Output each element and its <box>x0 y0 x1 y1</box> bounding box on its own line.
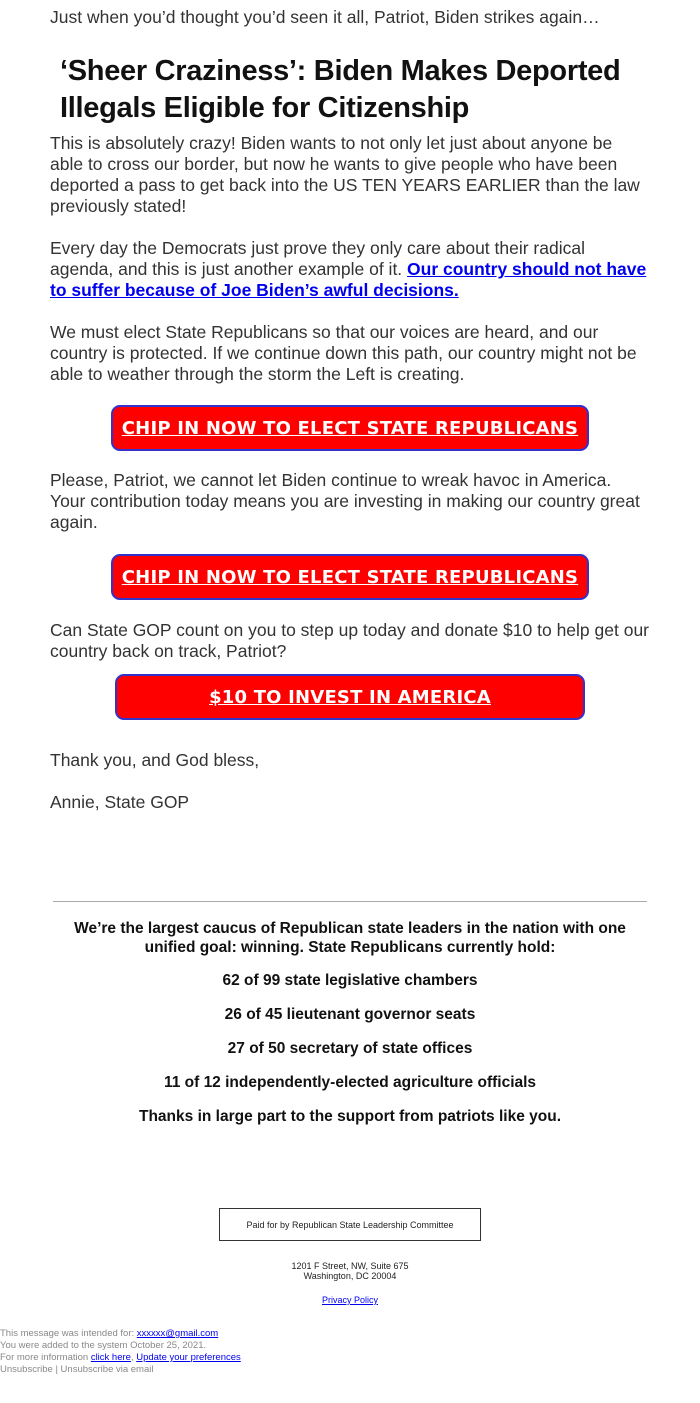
intended-for-row <box>0 1328 400 1340</box>
headline <box>60 53 660 127</box>
paragraph-4: Please, Patriot, we cannot let Biden continue to wreak havoc in America. Your contribution today means you are investing in making our country great again. <box>50 470 640 532</box>
privacy-policy-link[interactable]: Privacy Policy <box>321 1295 378 1305</box>
intended-email-link[interactable]: xxxxxx@gmail.com <box>136 1328 219 1339</box>
address <box>200 1261 500 1281</box>
more-info-label: For more information <box>0 1352 91 1363</box>
paragraph-2-text: Every day the Democrats just prove they only care about their radical agenda, and this is just another example of it. <box>50 238 585 279</box>
intended-for-label: This message was intended for: <box>0 1328 137 1339</box>
paid-for-text: Paid for by Republican State Leadership Committee <box>246 1219 454 1230</box>
address-line-1: 1201 F Street, NW, Suite 675 <box>291 1261 409 1271</box>
update-preferences-link[interactable]: Update your preferences <box>136 1352 241 1363</box>
footer-intro: We’re the largest caucus of Republican state leaders in the nation with one unified goal: winning. State Republicans currently hold: <box>74 920 626 956</box>
paragraph-1: This is absolutely crazy! Biden wants to not only let just about anyone be able to cross our border, but now he wants to give people who have been deported a pass to get back into the US TEN YEARS EARLIER than the law previously stated! <box>50 133 640 216</box>
footer-divider <box>53 901 647 902</box>
stat-item: 62 of 99 state legislative chambers <box>222 972 478 989</box>
intro-text: Just when you’d thought you’d seen it all, Patriot, Biden strikes again… <box>50 7 600 27</box>
signature: Annie, State GOP <box>50 792 190 812</box>
footer-closing: Thanks in large part to the support from patriots like you. <box>139 1108 561 1125</box>
more-info-row <box>0 1352 400 1364</box>
stat-item: 26 of 45 lieutenant governor seats <box>224 1006 476 1023</box>
headline-line-2: Illegals Eligible for Citizenship <box>60 92 470 124</box>
headline-line-1: ‘Sheer Craziness’: Biden Makes Deported <box>60 55 621 87</box>
added-date-text: You were added to the system October 25, 2021. <box>0 1340 207 1351</box>
biden-decisions-link[interactable]: Our country should not have to suffer because of Joe Biden’s awful decisions. <box>50 259 647 300</box>
chip-in-button-2[interactable]: CHIP IN NOW TO ELECT STATE REPUBLICANS <box>111 554 589 600</box>
email-meta <box>0 1328 400 1376</box>
privacy-policy-row <box>200 1295 500 1305</box>
unsubscribe-text[interactable]: Unsubscribe | Unsubscribe via email <box>0 1364 154 1375</box>
paragraph-2 <box>50 238 650 301</box>
paragraph-5: Can State GOP count on you to step up today and donate $10 to help get our country back on track, Patriot? <box>50 620 649 661</box>
stat-item: 27 of 50 secretary of state offices <box>227 1040 473 1057</box>
chip-in-button-1[interactable]: CHIP IN NOW TO ELECT STATE REPUBLICANS <box>111 405 589 451</box>
click-here-link[interactable]: click here <box>90 1352 131 1363</box>
stat-item: 11 of 12 independently-elected agriculture officials <box>163 1074 537 1091</box>
donate-10-button[interactable]: $10 TO INVEST IN AMERICA <box>115 674 585 720</box>
thanks-text: Thank you, and God bless, <box>50 750 260 770</box>
paid-for-box <box>219 1208 481 1241</box>
address-line-2: Washington, DC 20004 <box>303 1271 397 1281</box>
paragraph-3: We must elect State Republicans so that our voices are heard, and our country is protected. If we continue down this path, our country might not be able to weather through the storm the Left is creating. <box>50 322 637 384</box>
meta-separator: , <box>130 1352 137 1363</box>
